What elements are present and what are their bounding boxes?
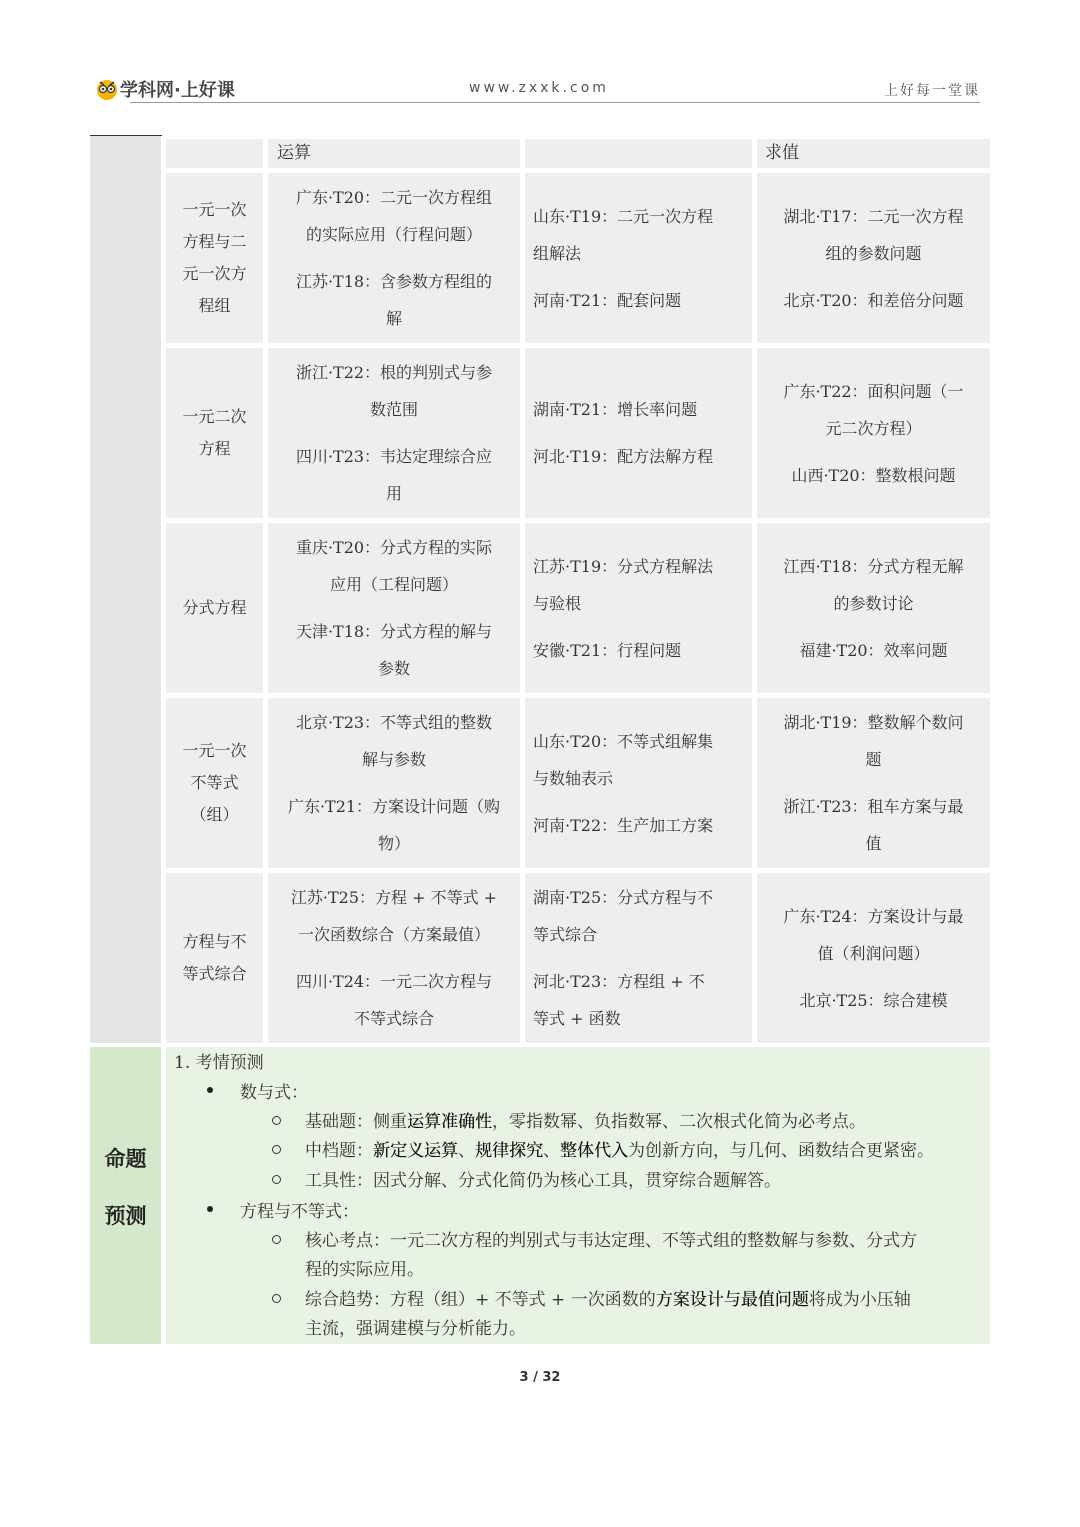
prediction-title: 1. 考情预测 <box>174 1053 264 1073</box>
header-divider <box>130 102 980 103</box>
cell-line: 湖南·T25：分式方程与不 <box>533 888 714 907</box>
exam-cell <box>525 523 752 693</box>
cell-line: 参数 <box>377 659 410 678</box>
exam-cell <box>525 873 752 1043</box>
circle-bullet-icon <box>272 1294 281 1303</box>
exam-cell <box>525 698 752 868</box>
list-item <box>305 1285 911 1310</box>
topic-line: 等式综合 <box>182 964 247 983</box>
cell-line: 组的参数问题 <box>825 243 922 263</box>
cell-line: 浙江·T23：租车方案与最 <box>783 797 964 816</box>
text-part: 、 <box>458 1141 475 1161</box>
cell-line: 河南·T22：生产加工方案 <box>533 815 714 835</box>
prediction-label-1: 命题 <box>104 1147 147 1171</box>
cell-line: 解 <box>385 309 402 328</box>
text-part: 将成为小压轴 <box>808 1290 911 1310</box>
text-part: 基础题：侧重 <box>305 1112 407 1132</box>
cell-line: 湖北·T19：整数解个数问 <box>783 713 964 732</box>
emphasis-text: 运算准确性 <box>407 1112 492 1132</box>
cell-line: 江苏·T19：分式方程解法 <box>533 556 714 576</box>
topic-line: 不等式 <box>190 773 239 792</box>
brand-logo <box>96 74 235 104</box>
topic-line: 方程与二 <box>182 232 247 251</box>
list-item <box>305 1107 866 1132</box>
list-item: 核心考点：一元二次方程的判别式与韦达定理、不等式组的整数解与参数、分式方 <box>305 1231 917 1251</box>
cell-line: 江苏·T25：方程 + 不等式 + <box>290 888 498 907</box>
prediction-section <box>166 1047 990 1344</box>
cell-line: 北京·T20：和差倍分问题 <box>783 290 964 310</box>
table-header-cell: 求值 <box>757 139 990 168</box>
emphasis-text: 方案设计与最值问题 <box>655 1290 809 1310</box>
cell-line: 河南·T21：配套问题 <box>533 290 682 310</box>
section-title-numbers: 数与式： <box>240 1083 308 1103</box>
topic-line: 一元一次 <box>182 200 247 219</box>
exam-cell <box>525 173 752 343</box>
exam-cell <box>268 348 520 518</box>
cell-line: 的实际应用（行程问题） <box>305 225 482 244</box>
cell-line: 江西·T18：分式方程无解 <box>783 556 964 576</box>
cell-line: 元二次方程） <box>825 418 922 438</box>
list-item-continuation: 主流，强调建模与分析能力。 <box>305 1319 526 1339</box>
circle-bullet-icon <box>272 1235 281 1244</box>
table-header-cell <box>166 139 263 168</box>
cell-line: 不等式综合 <box>353 1009 434 1028</box>
topic-cell <box>166 698 263 868</box>
cell-line: 一次函数综合（方案最值） <box>297 925 490 944</box>
cell-line: 用 <box>385 484 402 503</box>
topic-cell <box>166 348 263 518</box>
topic-line: 方程 <box>198 439 231 458</box>
cell-line: 重庆·T20：分式方程的实际 <box>295 538 493 557</box>
topic-cell <box>166 173 263 343</box>
cell-line: 四川·T23：韦达定理综合应 <box>295 447 493 466</box>
site-url: www.zxxk.com <box>469 80 609 96</box>
cell-line: 河北·T19：配方法解方程 <box>533 447 714 466</box>
topic-line: 方程与不 <box>182 932 247 951</box>
text-part: 中档题： <box>305 1141 373 1161</box>
list-item: 工具性：因式分解、分式化简仍为核心工具，贯穿综合题解答。 <box>305 1171 781 1191</box>
text-part: ，零指数幂、负指数幂、二次根式化简为必考点。 <box>492 1112 866 1132</box>
list-item-continuation: 程的实际应用。 <box>305 1260 424 1280</box>
cell-line: 等式综合 <box>533 925 598 944</box>
prediction-left-column <box>90 1047 161 1344</box>
cell-line: 广东·T20：二元一次方程组 <box>295 188 493 207</box>
cell-line: 的参数讨论 <box>833 593 914 613</box>
text-part: 为创新方向，与几何、函数结合更紧密。 <box>628 1141 934 1161</box>
emphasis-text: 新定义运算 <box>373 1141 458 1161</box>
cell-line: 山东·T19：二元一次方程 <box>533 206 714 226</box>
cell-line: 物） <box>377 834 410 853</box>
topic-line: （组） <box>190 805 239 824</box>
cell-line: 天津·T18：分式方程的解与 <box>295 622 493 641</box>
exam-cell <box>268 698 520 868</box>
cell-line: 安徽·T21：行程问题 <box>533 640 682 660</box>
cell-line: 湖北·T17：二元一次方程 <box>783 206 964 226</box>
topic-line: 分式方程 <box>182 598 247 617</box>
cell-line: 山东·T20：不等式组解集 <box>533 731 714 751</box>
logo-text: 学科网·上好课 <box>120 80 235 101</box>
emphasis-text: 整体代入 <box>560 1141 628 1161</box>
exam-cell <box>757 348 990 518</box>
topic-line: 程组 <box>198 296 231 315</box>
cell-line: 浙江·T22：根的判别式与参 <box>295 363 493 382</box>
owl-logo-icon <box>96 78 118 100</box>
cell-line: 与数轴表示 <box>533 768 614 788</box>
topic-line: 一元二次 <box>182 407 247 426</box>
text-part: 综合趋势：方程（组）+ 不等式 + 一次函数的 <box>305 1290 656 1310</box>
topic-cell <box>166 873 263 1043</box>
topic-line: 一元一次 <box>182 741 247 760</box>
exam-cell <box>525 348 752 518</box>
cell-line: 应用（工程问题） <box>329 575 458 594</box>
table-header-cell: 运算 <box>268 139 520 168</box>
exam-cell <box>757 698 990 868</box>
cell-line: 解与参数 <box>361 750 426 769</box>
cell-line: 数范围 <box>369 400 418 419</box>
text-part: 、 <box>543 1141 560 1161</box>
cell-line: 广东·T21：方案设计问题（购 <box>287 797 501 816</box>
exam-cell <box>268 523 520 693</box>
cell-line: 值 <box>865 834 882 853</box>
cell-line: 广东·T22：面积问题（一 <box>783 381 964 401</box>
cell-line: 江苏·T18：含参数方程组的 <box>295 272 493 291</box>
slogan: 上好每一堂课 <box>884 83 980 99</box>
cell-line: 等式 + 函数 <box>533 1009 621 1028</box>
cell-line: 北京·T25：综合建模 <box>799 990 948 1010</box>
exam-cell <box>268 873 520 1043</box>
prediction-label-2: 预测 <box>104 1204 147 1228</box>
cell-line: 与验根 <box>533 593 582 613</box>
list-item <box>305 1136 934 1161</box>
cell-line: 广东·T24：方案设计与最 <box>783 906 964 926</box>
cell-line: 北京·T23：不等式组的整数 <box>295 713 493 732</box>
exam-cell <box>757 173 990 343</box>
emphasis-text: 规律探究 <box>475 1141 543 1161</box>
cell-line: 值（利润问题） <box>817 943 930 963</box>
table-left-column <box>90 136 161 1043</box>
bullet-icon <box>207 1206 213 1212</box>
exam-cell <box>757 523 990 693</box>
page-header <box>96 74 980 104</box>
topic-line: 元一次方 <box>182 264 247 283</box>
bullet-icon <box>207 1087 213 1093</box>
exam-cell <box>757 873 990 1043</box>
table-header-cell <box>525 139 752 168</box>
section-title-equations: 方程与不等式： <box>240 1202 359 1222</box>
topic-cell <box>166 523 263 693</box>
circle-bullet-icon <box>272 1145 281 1154</box>
cell-line: 山西·T20：整数根问题 <box>791 465 956 485</box>
circle-bullet-icon <box>272 1175 281 1184</box>
cell-line: 四川·T24：一元二次方程与 <box>295 972 493 991</box>
cell-line: 题 <box>865 750 882 769</box>
cell-line: 组解法 <box>533 243 582 263</box>
circle-bullet-icon <box>272 1116 281 1125</box>
exam-cell <box>268 173 520 343</box>
cell-line: 湖南·T21：增长率问题 <box>533 400 698 419</box>
cell-line: 河北·T23：方程组 + 不 <box>533 972 705 991</box>
cell-line: 福建·T20：效率问题 <box>799 640 948 660</box>
page-number: 3 / 32 <box>519 1370 561 1385</box>
